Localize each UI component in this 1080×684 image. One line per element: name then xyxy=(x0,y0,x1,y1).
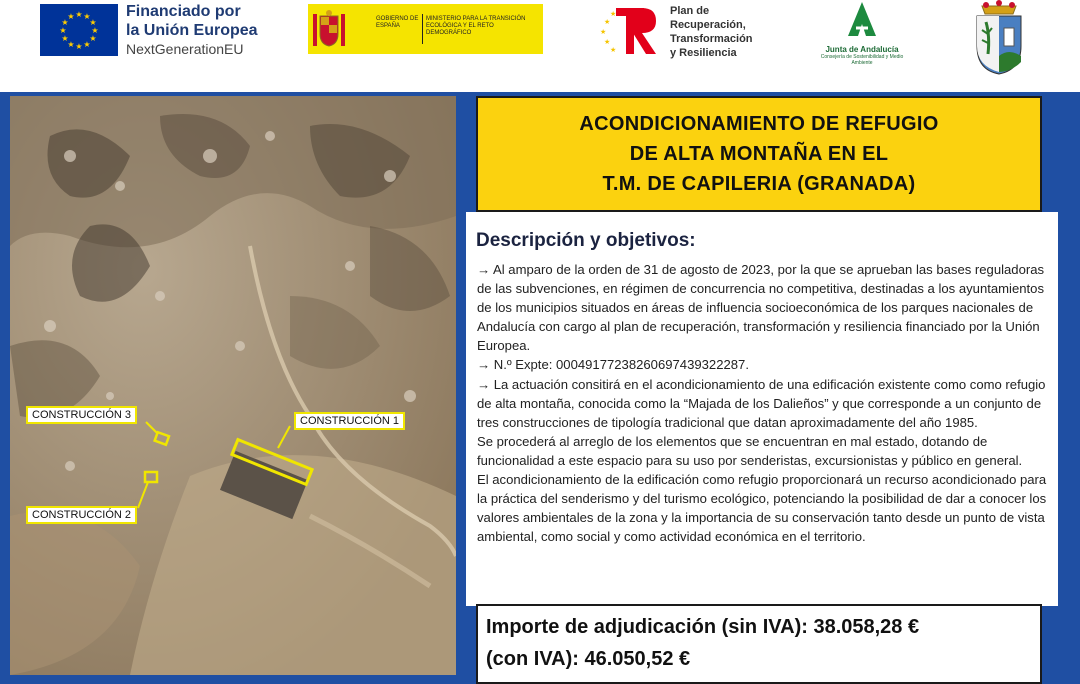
prtr-line4: y Resiliencia xyxy=(670,47,737,59)
svg-text:★: ★ xyxy=(91,26,99,35)
svg-text:★: ★ xyxy=(89,34,97,43)
svg-text:★: ★ xyxy=(61,34,69,43)
importe-box xyxy=(476,604,1042,684)
description-paragraph: Se procederá al arreglo de los elementos que se encuentran en mal estado, dotando de funcionalidad a este espacio para su uso por senderistas, excursionistas y público en general. xyxy=(477,433,1023,468)
divider xyxy=(422,14,423,44)
description-paragraph: → Al amparo de la orden de 31 de agosto de 2023, por la que se aprueban las bases reguladoras de las subvenciones, en régimen de concurrencia no competitiva, destinadas a los ayuntamientos de los municipios situados en áreas de influencia socioeconómica de los parques nacionales de Andalucía con cargo al plan de recuperación, transformación y resiliencia financiado por la Unión Europea. xyxy=(477,262,1045,354)
svg-text:★: ★ xyxy=(83,40,91,49)
construccion-2-label: CONSTRUCCIÓN 2 xyxy=(26,506,137,524)
junta-andalucia-logo xyxy=(818,0,906,66)
gobierno-espana-logo xyxy=(308,4,543,54)
importe-sin-iva: Importe de adjudicación (sin IVA): 38.058,28 € xyxy=(486,616,920,638)
construccion-3-label: CONSTRUCCIÓN 3 xyxy=(26,406,137,424)
svg-text:★: ★ xyxy=(600,28,607,36)
eu-flag-icon xyxy=(40,4,118,56)
eu-funding-text xyxy=(126,2,258,58)
municipal-coat-of-arms-icon xyxy=(972,0,1026,78)
title-line-3: T.M. DE CAPILERIA (GRANADA) xyxy=(602,173,916,195)
svg-text:★: ★ xyxy=(610,10,617,18)
svg-text:★: ★ xyxy=(610,46,617,54)
eu-line1: Financiado por xyxy=(126,3,241,20)
aerial-photo xyxy=(10,96,456,675)
description-paragraph: → La actuación consitirá en el acondicionamiento de una edificación existente como como refugio de alta montaña, conocida como la “Majada de los Dalieños” y que corresponde a un conjunto de tres construcciones de tipología tradicional que datan aproximadamente del año 1985. xyxy=(477,376,1046,430)
junta-dept: Consejería de Sostenibilidad y Medio Ambiente xyxy=(820,54,904,66)
importe-con-iva: (con IVA): 46.050,52 € xyxy=(486,648,691,670)
aerial-terrain-image xyxy=(10,96,456,675)
svg-text:★: ★ xyxy=(75,10,83,19)
description-heading: Descripción y objetivos: xyxy=(476,230,696,251)
svg-text:★: ★ xyxy=(83,12,91,21)
svg-text:★: ★ xyxy=(61,18,69,27)
svg-text:★: ★ xyxy=(59,26,67,35)
description-body xyxy=(477,260,1047,546)
expediente-number: → N.º Expte: 00049177238260697439322287. xyxy=(477,357,749,373)
prtr-line3: Transformación xyxy=(670,33,753,45)
prtr-line1: Plan de xyxy=(670,5,710,17)
title-line-2: DE ALTA MONTAÑA EN EL xyxy=(629,143,889,165)
description-paragraph: El acondicionamiento de la edificación como refugio proporcionará un recurso acondicionado para la práctica del senderismo y del turismo ecológico, potenciando la posibilidad de dar a conocer los valores ambientales de la zona y la importancia de su conservación tanto desde un punto de vista ambiental, como social y como actividad económica en el territorio. xyxy=(477,472,1047,545)
description-panel xyxy=(466,212,1058,606)
title-line-1: ACONDICIONAMIENTO DE REFUGIO xyxy=(579,113,939,135)
junta-name: Junta de Andalucía xyxy=(825,45,899,54)
ministerio-label: MINISTERIO PARA LA TRANSICIÓN ECOLÓGICA Y EL RETO DEMOGRÁFICO xyxy=(426,16,526,36)
eu-line3: NextGenerationEU xyxy=(126,41,244,57)
junta-emblem-icon xyxy=(842,0,882,38)
prtr-text xyxy=(670,4,753,60)
prtr-line2: Recuperación, xyxy=(670,19,746,31)
gobierno-label: GOBIERNO DE ESPAÑA xyxy=(376,16,419,29)
construccion-1-label: CONSTRUCCIÓN 1 xyxy=(294,412,405,430)
eu-line2: la Unión Europea xyxy=(126,22,258,39)
project-title-box xyxy=(476,96,1042,212)
svg-text:★: ★ xyxy=(67,12,75,21)
prtr-logo-icon xyxy=(598,2,662,58)
svg-text:★: ★ xyxy=(604,38,611,46)
logo-header xyxy=(0,0,1080,92)
spain-coat-of-arms-icon xyxy=(312,10,346,50)
svg-text:★: ★ xyxy=(67,40,75,49)
svg-text:★: ★ xyxy=(75,42,83,51)
svg-text:★: ★ xyxy=(89,18,97,27)
svg-text:★: ★ xyxy=(604,18,611,26)
